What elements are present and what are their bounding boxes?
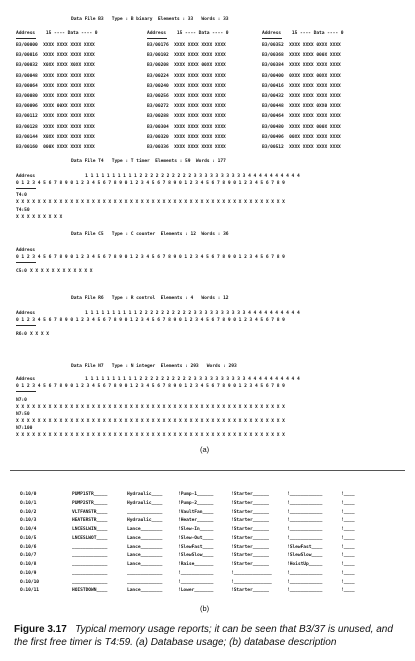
description-field: !____________	[287, 509, 323, 515]
description-field: !____	[341, 579, 355, 585]
description-field: !____________	[287, 492, 323, 497]
description-address: O:10/2	[20, 509, 37, 515]
description-address: O:10/3	[20, 518, 37, 524]
description-field: !____	[341, 500, 355, 506]
description-field: !Starter______	[231, 535, 270, 541]
description-field: !____	[341, 535, 355, 541]
description-field: Hydraulic____	[127, 492, 163, 497]
binary-row-cell: B3/00432 XXXX XXXX XXXX XXXX	[262, 94, 341, 99]
integer-tens-row: 1 1 1 1 1 1 1 1 1 1 2 2 2 2 2 2 2 2 2 2 3 3 3 3 3 3 3 3 3 3 4 4 4 4 4 4 4 4 4 4	[58, 377, 300, 382]
binary-row-cell: B3/00080 XXXX XXXX XXXX XXXX	[16, 94, 95, 99]
integer-row-1-bits: X X X X X X X X X X X X X X X X X X X X X X X X X X X X X X X X X X X X X X X X X X X X X X X X X X	[16, 419, 285, 424]
counter-file-header: Data File C5 Type : C counter Elements : 12 Words : 36	[71, 232, 229, 237]
description-field: !____	[341, 544, 355, 550]
binary-row-cell: B3/00512 XXXX XXXX XXXX XXXX	[262, 145, 341, 150]
binary-row-cell: B3/00464 XXXX XXXX XXXX XXXX	[262, 114, 341, 120]
integer-units-row: 0 1 2 3 4 5 6 7 8 9 0 1 2 3 4 5 6 7 8 9 0 1 2 3 4 5 6 7 8 9 0 1 2 3 4 5 6 7 8 9 0 1 2 3 4 5 6 7 8 9	[16, 384, 285, 389]
counter-row-0-address: C5:0	[16, 269, 27, 274]
description-address: O:10/6	[20, 544, 37, 550]
integer-row-0-bits: X X X X X X X X X X X X X X X X X X X X X X X X X X X X X X X X X X X X X X X X X X X X X X X X X X	[16, 405, 285, 410]
description-field: !Starter______	[231, 588, 270, 594]
binary-row-cell: B3/00000 XXXX XXXX XXXX XXXX	[16, 43, 95, 48]
timer-row-0-bits: X X X X X X X X X X X X X X X X X X X X X X X X X X X X X X X X X X X X X X X X X X X X X X X X X X	[16, 200, 285, 205]
description-field: !______________	[231, 570, 272, 576]
description-field: !____________	[287, 588, 323, 594]
description-address: O:10/4	[20, 527, 37, 532]
description-address: O:10/11	[20, 588, 40, 594]
integer-address-label: Address	[16, 377, 36, 382]
description-field: !____________	[178, 570, 214, 576]
binary-col-header-3: Address 15 ---- Data ---- 0	[262, 31, 344, 36]
binary-row-cell: B3/00272 XXXX XXXX XXXX XXXX	[147, 104, 226, 110]
description-field: Lance________	[127, 562, 163, 567]
description-field: !____	[341, 527, 355, 532]
description-field: !______________	[231, 579, 272, 585]
description-field: _____________	[72, 570, 108, 576]
description-field: !SlewFast____	[178, 544, 214, 550]
binary-col-header-1: Address 15 ---- Data ---- 0	[16, 31, 98, 36]
description-field: !____________	[287, 518, 323, 524]
description-field: !Starter______	[231, 544, 270, 550]
description-field: Lance________	[127, 588, 163, 594]
binary-row-cell: B3/00416 XXXX XXXX XXXX XXXX	[262, 83, 341, 89]
description-field: HEATERSTR____	[72, 518, 108, 524]
separator	[16, 188, 36, 189]
description-field: !HoistUp_____	[287, 562, 323, 567]
description-field: _____________	[127, 509, 163, 515]
counter-address-label: Address	[16, 248, 36, 253]
binary-row-cell: B3/00096 XXXX 00XX XXXX XXXX	[16, 104, 95, 110]
binary-row-cell: B3/00240 XXXX XXXX XXXX XXXX	[147, 83, 226, 89]
binary-row-cell: B3/00208 XXXX XXXX 00XX XXXX	[147, 63, 226, 69]
description-field: !____________	[287, 579, 323, 585]
control-file-header: Data File R6 Type : R control Elements : 4 Words : 12	[71, 296, 229, 301]
description-field: !Starter______	[231, 562, 270, 567]
separator	[262, 38, 282, 39]
description-field: _____________	[72, 544, 108, 550]
description-field: !Starter______	[231, 553, 270, 559]
description-field: _____________	[72, 562, 108, 567]
timer-row-1-bits: X X X X X X X X X	[16, 215, 63, 220]
binary-row-cell: B3/00480 XXXX XXXX 000X XXXX	[262, 124, 341, 130]
description-field: !Lower_______	[178, 588, 214, 594]
binary-row-cell: B3/00048 XXXX XXXX XXXX XXXX	[16, 73, 95, 79]
separator	[147, 38, 167, 39]
description-field: !____	[341, 553, 355, 559]
description-address: O:10/8	[20, 562, 37, 567]
description-field: !Pump-2______	[178, 500, 214, 506]
description-field: _____________	[127, 570, 163, 576]
figure-number: Figure 3.17	[14, 624, 67, 635]
separator	[16, 391, 36, 392]
control-row-0-address: R6:0	[16, 332, 27, 337]
description-field: !Slew-In_____	[178, 527, 214, 532]
separator	[16, 325, 36, 326]
figure-caption-text: Typical memory usage reports; it can be seen that B3/37 is unused, and the first free timer is T4:59. (a) Database usage; (b) database description	[14, 624, 393, 648]
description-field: !____	[341, 588, 355, 594]
description-field: !VaultFan____	[178, 509, 214, 515]
binary-row-cell: B3/00032 X0XX XXXX X0XX XXXX	[16, 63, 95, 69]
timer-file-header: Data File T4 Type : T timer Elements : 59 Words : 177	[71, 159, 226, 164]
timer-tens-row: 1 1 1 1 1 1 1 1 1 1 2 2 2 2 2 2 2 2 2 2 3 3 3 3 3 3 3 3 3 3 4 4 4 4 4 4 4 4 4 4	[58, 174, 300, 179]
description-field: !SlewFast____	[287, 544, 323, 550]
binary-file-header: Data File B3 Type : B binary Elements : 33 Words : 33	[71, 17, 229, 22]
panel-b-label: (b)	[200, 604, 210, 613]
description-field: !____	[341, 509, 355, 515]
binary-row-cell: B3/00128 XXXX XXXX XXXX XXXX	[16, 124, 95, 130]
description-field: LNCESLWIN____	[72, 527, 108, 532]
description-address: O:10/0	[20, 492, 37, 497]
binary-row-cell: B3/00320 XXXX XXXX XXXX XXXX	[147, 134, 226, 140]
description-address: O:10/7	[20, 553, 37, 559]
description-field: !____________	[178, 579, 214, 585]
separator	[16, 38, 36, 39]
description-field: !SlewSlow____	[287, 553, 323, 559]
binary-row-cell: B3/00224 XXXX XXXX XXXX XXXX	[147, 73, 226, 79]
description-field: LNCESLWOT____	[72, 535, 108, 541]
binary-col-header-2: Address 15 ---- Data ---- 0	[147, 31, 229, 36]
description-field: Lance________	[127, 553, 163, 559]
binary-row-cell: B3/00368 XXXX XXXX 000X XXXX	[262, 53, 341, 59]
binary-row-cell: B3/00112 XXXX XXXX XXXX XXXX	[16, 114, 95, 120]
integer-row-1-address: N7:50	[16, 412, 30, 417]
description-field: VLTFANSTR____	[72, 509, 108, 515]
section-divider	[10, 470, 405, 471]
binary-row-cell: B3/00304 XXXX XXXX XXXX XXXX	[147, 124, 226, 130]
binary-row-cell: B3/00288 XXXX XXXX XXXX XXXX	[147, 114, 226, 120]
counter-row-0-bits: X X X X X X X X X X X X	[30, 269, 93, 274]
binary-row-cell: B3/00256 XXXX XXXX XXXX XXXX	[147, 94, 226, 99]
description-address: O:10/5	[20, 535, 37, 541]
description-field: !Starter______	[231, 492, 270, 497]
description-field: !____________	[287, 570, 323, 576]
binary-row-cell: B3/00496 00XX XXXX XXXX XXXX	[262, 134, 341, 140]
integer-file-header: Data File N7 Type : N integer Elements : 293 Words : 293	[71, 364, 237, 369]
binary-row-cell: B3/00016 XXXX XXXX XXXX XXXX	[16, 53, 95, 59]
timer-row-1-address: T4:50	[16, 208, 30, 213]
description-field: !____________	[287, 500, 323, 506]
binary-row-cell: B3/00192 XXXX XXXX XXXX XXXX	[147, 53, 226, 59]
description-field: Lance________	[127, 544, 163, 550]
description-field: !____	[341, 518, 355, 524]
description-field: !Raise_______	[178, 562, 214, 567]
control-tens-row: 1 1 1 1 1 1 1 1 1 1 2 2 2 2 2 2 2 2 2 2 3 3 3 3 3 3 3 3 3 3 4 4 4 4 4 4 4 4 4 4	[58, 311, 300, 316]
description-field: !____________	[287, 527, 323, 532]
description-field: PUMP1STR_____	[72, 492, 108, 497]
binary-row-cell: B3/00336 XXXX XXXX XXXX XXXX	[147, 145, 226, 150]
control-address-label: Address	[16, 311, 36, 316]
timer-row-0-address: T4:0	[16, 193, 27, 198]
description-field: !____	[341, 570, 355, 576]
description-field: !Pump-1______	[178, 492, 214, 497]
description-field: PUMP2STR_____	[72, 500, 108, 506]
binary-row-cell: B3/00448 XXXX XXXX 0XX0 XXXX	[262, 104, 341, 110]
description-field: _____________	[72, 579, 108, 585]
binary-row-cell: B3/00144 X0XX XXXX XXXX XXXX	[16, 134, 95, 140]
description-field: Lance________	[127, 527, 163, 532]
counter-units-row: 0 1 2 3 4 5 6 7 8 9 0 1 2 3 4 5 6 7 8 9 0 1 2 3 4 5 6 7 8 9 0 1 2 3 4 5 6 7 8 9 0 1 2 3 4 5 6 7 8 9	[16, 255, 285, 260]
description-field: _____________	[127, 579, 163, 585]
description-field: Hydraulic____	[127, 500, 163, 506]
description-field: Hydraulic____	[127, 518, 163, 524]
description-field: !SlewSlow____	[178, 553, 214, 559]
description-field: !____	[341, 562, 355, 567]
description-field: Lance________	[127, 535, 163, 541]
description-field: !Starter______	[231, 518, 270, 524]
separator	[16, 262, 36, 263]
description-address: O:10/1	[20, 500, 37, 506]
description-field: HOISTDOWN____	[72, 588, 108, 594]
description-field: !Slew-Out____	[178, 535, 214, 541]
description-address: O:10/9	[20, 570, 37, 576]
integer-row-0-address: N7:0	[16, 398, 27, 403]
figure-caption	[14, 624, 404, 649]
description-field: !Starter______	[231, 500, 270, 506]
timer-address-label: Address	[16, 174, 36, 179]
description-field: !Heater______	[178, 518, 214, 524]
control-units-row: 0 1 2 3 4 5 6 7 8 9 0 1 2 3 4 5 6 7 8 9 0 1 2 3 4 5 6 7 8 9 0 1 2 3 4 5 6 7 8 9 0 1 2 3 4 5 6 7 8 9	[16, 318, 285, 323]
description-field: !____	[341, 492, 355, 497]
integer-row-2-address: N7:100	[16, 426, 33, 431]
binary-row-cell: B3/00176 XXXX XXXX XXXX XXXX	[147, 43, 226, 48]
binary-row-cell: B3/00384 XXXX XXXX XXXX XXXX	[262, 63, 341, 69]
description-field: _____________	[72, 553, 108, 559]
description-field: !____________	[287, 535, 323, 541]
binary-row-cell: B3/00352 XXXX XXXX 0XXX XXXX	[262, 43, 341, 48]
description-address: O:10/10	[20, 579, 40, 585]
timer-units-row: 0 1 2 3 4 5 6 7 8 9 0 1 2 3 4 5 6 7 8 9 0 1 2 3 4 5 6 7 8 9 0 1 2 3 4 5 6 7 8 9 0 1 2 3 4 5 6 7 8 9	[16, 181, 285, 186]
description-field: !Starter______	[231, 509, 270, 515]
description-field: !Starter______	[231, 527, 270, 532]
binary-row-cell: B3/00160 000X XXXX XXXX XXXX	[16, 145, 95, 150]
control-row-0-bits: X X X X	[30, 332, 50, 337]
integer-row-2-bits: X X X X X X X X X X X X X X X X X X X X X X X X X X X X X X X X X X X X X X X X X X X X X X X X X X	[16, 433, 285, 438]
binary-row-cell: B3/00064 XXXX XXXX XXXX XXXX	[16, 83, 95, 89]
panel-a-label: (a)	[200, 445, 210, 454]
binary-row-cell: B3/00400 0XXX XXXX 00XX XXXX	[262, 73, 341, 79]
